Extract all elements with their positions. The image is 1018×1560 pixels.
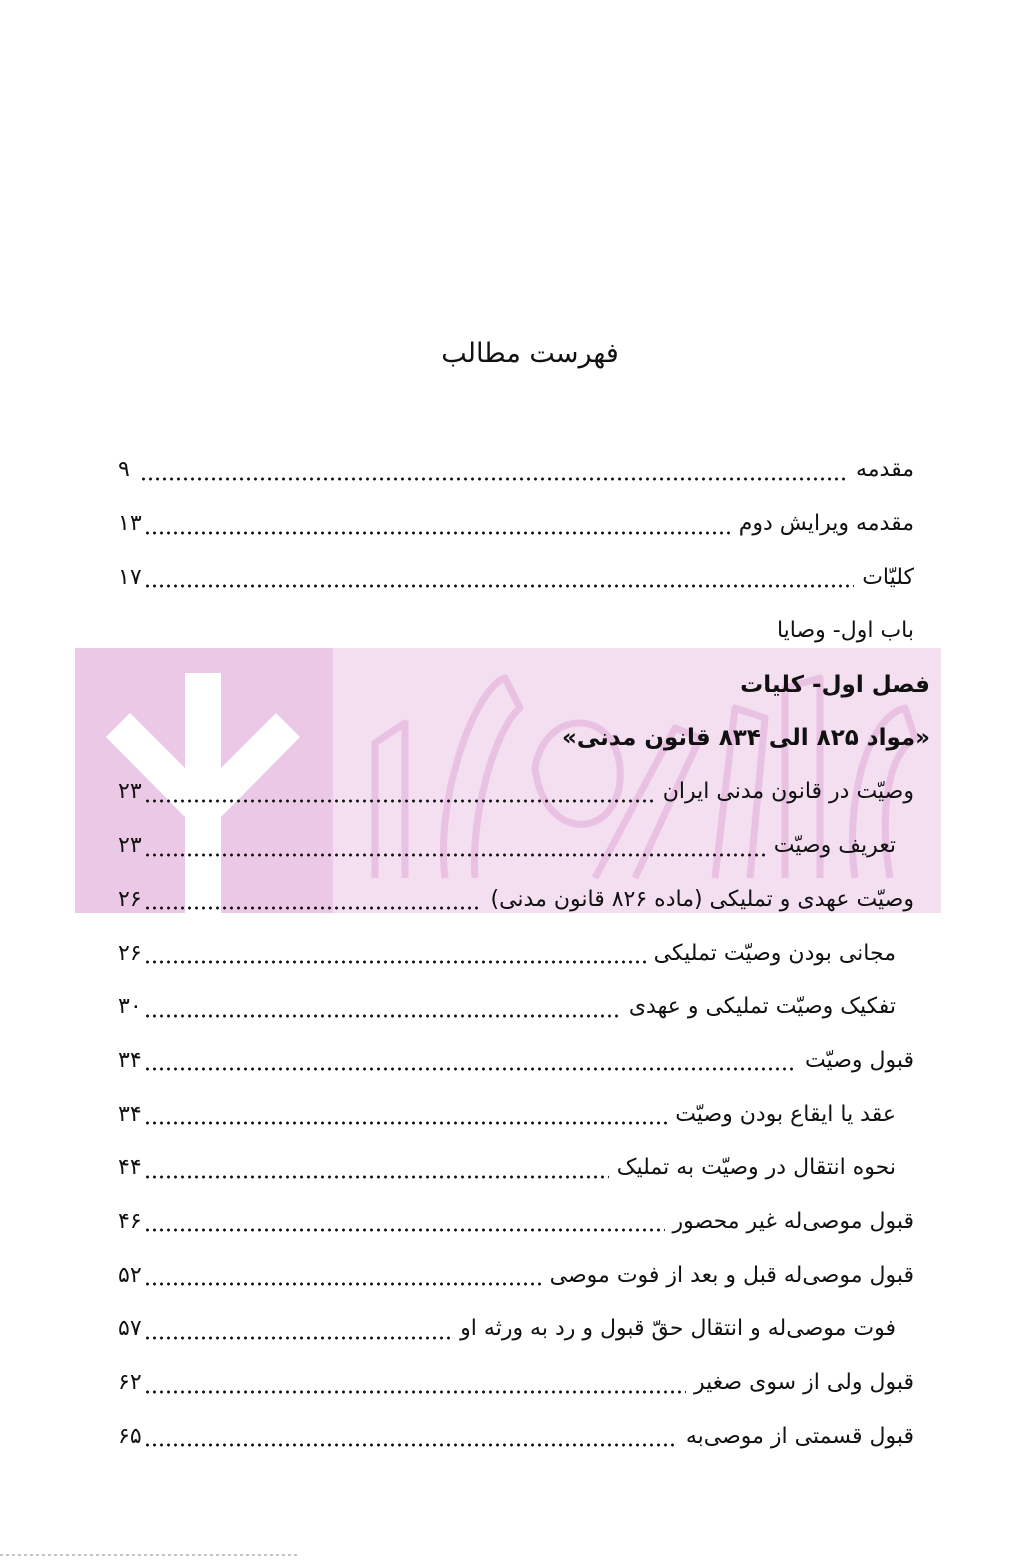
dot-leader — [144, 1263, 542, 1287]
toc-entry[interactable] — [118, 550, 914, 604]
toc-entry-title: مجانی بودن وصیّت تملیکی — [653, 940, 896, 966]
dot-leader — [144, 995, 621, 1019]
toc-entry-title: فوت موصی‌له و انتقال حقّ قبول و رد به ورثه او — [460, 1316, 896, 1342]
toc-entry-title: مقدمه ویرایش دوم — [738, 511, 914, 537]
toc-entry-title: کلیّات — [862, 564, 914, 590]
toc-entry-title: عقد یا ایقاع بودن وصیّت — [675, 1101, 896, 1127]
toc-entry-title: قبول وصیّت — [804, 1047, 914, 1073]
toc-chapter-subheading — [118, 711, 930, 765]
dot-leader — [144, 1102, 668, 1126]
dot-leader — [144, 887, 483, 911]
scan-edge-line — [0, 1554, 300, 1556]
dot-leader — [144, 565, 855, 589]
toc-entry[interactable] — [118, 443, 914, 497]
dot-leader — [144, 1209, 665, 1233]
toc-entry-title: قبول موصی‌له غیر محصور — [672, 1208, 914, 1234]
toc-entry[interactable] — [118, 1034, 914, 1088]
toc-entry-page: ۳۴ — [118, 1047, 142, 1073]
dot-leader — [144, 1048, 797, 1072]
section-title: باب اول- وصایا — [776, 618, 914, 644]
toc-entry[interactable] — [118, 980, 914, 1034]
toc-entry-title: تفکیک وصیّت تملیکی و عهدی — [628, 994, 896, 1020]
toc-entry-page: ۱۷ — [118, 564, 142, 590]
toc-entry[interactable] — [118, 1356, 914, 1410]
toc-entry-title: قبول قسمتی از موصی‌به — [685, 1423, 914, 1449]
dot-leader — [140, 458, 848, 482]
chapter-title: فصل اول- کلیات — [740, 671, 930, 698]
toc-entry-page: ۲۶ — [118, 886, 142, 912]
toc-entry-title: تعریف وصیّت — [773, 833, 896, 859]
toc-entry[interactable] — [118, 1087, 914, 1141]
toc-entry[interactable] — [118, 1195, 914, 1249]
toc-entry-page: ۵۲ — [118, 1262, 142, 1288]
toc-entry-title: نحوه انتقال در وصیّت به تملیک — [616, 1155, 896, 1181]
dot-leader — [144, 941, 646, 965]
toc-entry-page: ۴۶ — [118, 1208, 142, 1234]
toc-entry-page: ۲۶ — [118, 940, 142, 966]
toc-entry[interactable] — [118, 819, 914, 873]
toc-entry-page: ۳۴ — [118, 1101, 142, 1127]
toc-entry[interactable] — [118, 926, 914, 980]
dot-leader — [144, 512, 731, 536]
toc-entry-title: قبول ولی از سوی صغیر — [694, 1370, 914, 1396]
toc-entry-page: ۲۳ — [118, 779, 142, 805]
toc-entry-page: ۳۰ — [118, 994, 142, 1020]
chapter-subtitle: «مواد ۸۲۵ الی ۸۳۴ قانون مدنی» — [562, 725, 930, 752]
toc-entry-title: وصیّت عهدی و تملیکی (ماده ۸۲۶ قانون مدنی) — [490, 886, 914, 912]
toc-entry[interactable] — [118, 1248, 914, 1302]
toc-entry-page: ۶۲ — [118, 1370, 142, 1396]
table-of-contents — [118, 443, 930, 1463]
toc-entry[interactable] — [118, 497, 914, 551]
toc-entry-page: ۴۴ — [118, 1155, 142, 1181]
dot-leader — [144, 834, 766, 858]
dot-leader — [144, 1371, 686, 1395]
toc-entry-page: ۲۳ — [118, 833, 142, 859]
toc-entry-title: وصیّت در قانون مدنی ایران — [662, 779, 914, 805]
toc-entry-page: ۶۵ — [118, 1423, 142, 1449]
page-title: فهرست مطالب — [441, 338, 619, 369]
toc-entry-page: ۹ — [118, 457, 130, 483]
dot-leader — [144, 1156, 609, 1180]
dot-leader — [144, 1317, 453, 1341]
toc-entry[interactable] — [118, 1302, 914, 1356]
toc-entry[interactable] — [118, 765, 914, 819]
toc-entry-title: قبول موصی‌له قبل و بعد از فوت موصی — [549, 1262, 914, 1288]
toc-entry-page: ۱۳ — [118, 511, 142, 537]
toc-entry[interactable] — [118, 873, 914, 927]
dot-leader — [144, 1424, 678, 1448]
toc-chapter-heading — [118, 658, 930, 712]
toc-entry-page: ۵۷ — [118, 1316, 142, 1342]
toc-entry[interactable] — [118, 1141, 914, 1195]
dot-leader — [144, 780, 655, 804]
toc-entry-title: مقدمه — [855, 457, 914, 483]
toc-entry[interactable] — [118, 1409, 914, 1463]
toc-section-heading — [118, 604, 914, 658]
